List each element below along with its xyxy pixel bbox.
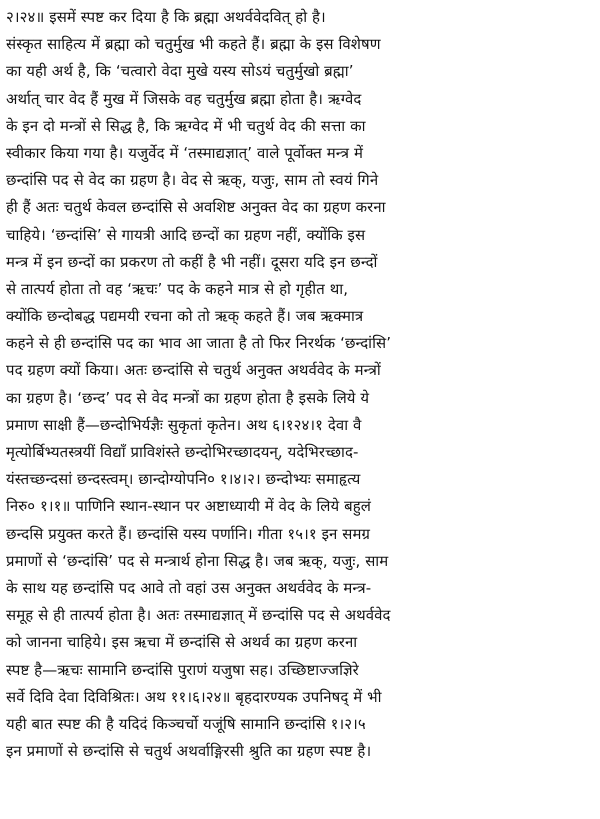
text-line: निरु० १।१॥ पाणिनि स्थान-स्थान पर अष्टाध्यायी में वेद के लिये बहुलं [6,497,371,516]
text-line: मन्त्र में इन छन्दों का प्रकरण तो कहीं है भी नहीं। दूसरा यदि इन छन्दों [6,252,378,271]
text-line: समूह से ही तात्पर्य होता है। अतः तस्माद्यज्ञात् में छन्दांसि पद से अथर्ववेद [6,606,391,625]
text-line: से तात्पर्य होता तो वह ‘ऋचः’ पद के कहने मात्र से हो गृहीत था, [6,279,349,298]
text-line: के साथ यह छन्दांसि पद आवे तो वहां उस अनुक्त अथर्ववेद के मन्त्र- [6,578,372,597]
text-line: इन प्रमाणों से छन्दांसि से चतुर्थ अथर्वाङ्गिरसी श्रुति का ग्रहण स्पष्ट है। [6,742,372,761]
text-line: यही बात स्पष्ट की है यदिदं किञ्चर्चो यजूंषि सामानि छन्दांसि १।२।५ [6,714,366,733]
text-line: छन्दसि प्रयुक्त करते हैं। छन्दांसि यस्य पर्णानि। गीता १५।१ इन समग्र [6,524,371,543]
text-line: सर्वे दिवि देवा दिविश्रितः। अथ ११।६।२४॥ बृहदारण्यक उपनिषद् में भी [6,687,382,706]
text-line: का ग्रहण है। ‘छन्द’ पद से वेद मन्त्रों का ग्रहण होता है इसके लिये ये [6,388,370,407]
text-line: को जानना चाहिये। इस ऋचा में छन्दांसि से अथर्व का ग्रहण करना [6,633,358,652]
text-line: २।२४॥ इसमें स्पष्ट कर दिया है कि ब्रह्मा अथर्ववेदवित् हो है। [6,8,326,26]
text-line: प्रमाणों से ‘छन्दांसि’ पद से मन्त्रार्थ होना सिद्ध है। जब ऋक्, यजुः, साम [6,551,389,570]
text-line: क्योंकि छन्दोबद्ध पद्यमयी रचना को तो ऋक् कहते हैं। जब ऋक्मात्र [6,307,364,326]
text-line: मृत्योर्बिभ्यतस्त्रयीं विद्याँ प्राविशंस्ते छन्दोभिरच्छादयन्, यदेभिरच्छाद- [6,443,359,461]
text-line: संस्कृत साहित्य में ब्रह्मा को चतुर्मुख भी कहते हैं। ब्रह्मा के इस विशेषण [6,35,381,54]
text-line: यंस्तच्छन्दसां छन्दस्त्वम्। छान्दोग्योपनि० १।४।२। छन्दोभ्यः समाहृत्य [6,470,361,489]
body-text [6,4,592,765]
text-line: का यही अर्थ है, कि ‘चत्वारो वेदा मुखे यस्य सोऽयं चतुर्मुखो ब्रह्मा’ [6,62,354,81]
text-line: ही हैं अतः चतुर्थ केवल छन्दांसि से अवशिष्ट अनुक्त वेद का ग्रहण करना [6,198,386,217]
text-line: प्रमाण साक्षी हैं—छन्दोभिर्यज्ञैः सुकृतां कृतेन। अथ ६।१२४।१ देवा वै [6,415,362,434]
text-line: अर्थात् चार वेद हैं मुख में जिसके वह चतुर्मुख ब्रह्मा होता है। ऋग्वेद [6,89,362,108]
text-line: कहने से ही छन्दांसि पद का भाव आ जाता है तो फिर निरर्थक ‘छन्दांसि’ [6,334,392,353]
text-line: स्वीकार किया गया है। यजुर्वेद में ‘तस्माद्यज्ञात्’ वाले पूर्वोक्त मन्त्र में [6,143,363,162]
text-line: छन्दांसि पद से वेद का ग्रहण है। वेद से ऋक्, यजुः, साम तो स्वयं गिने [6,171,379,190]
text-line: चाहिये। ‘छन्दांसि’ से गायत्री आदि छन्दों का ग्रहण नहीं, क्योंकि इस [6,225,366,244]
text-line: स्पष्ट है—ऋचः सामानि छन्दांसि पुराणं यजुषा सह। उच्छिष्टाज्जज्ञिरे [6,660,359,679]
text-line: पद ग्रहण क्यों किया। अतः छन्दांसि से चतुर्थ अनुक्त अथर्ववेद के मन्त्रों [6,361,381,380]
text-line: के इन दो मन्त्रों से सिद्ध है, कि ऋग्वेद में भी चतुर्थ वेद की सत्ता का [6,116,366,135]
